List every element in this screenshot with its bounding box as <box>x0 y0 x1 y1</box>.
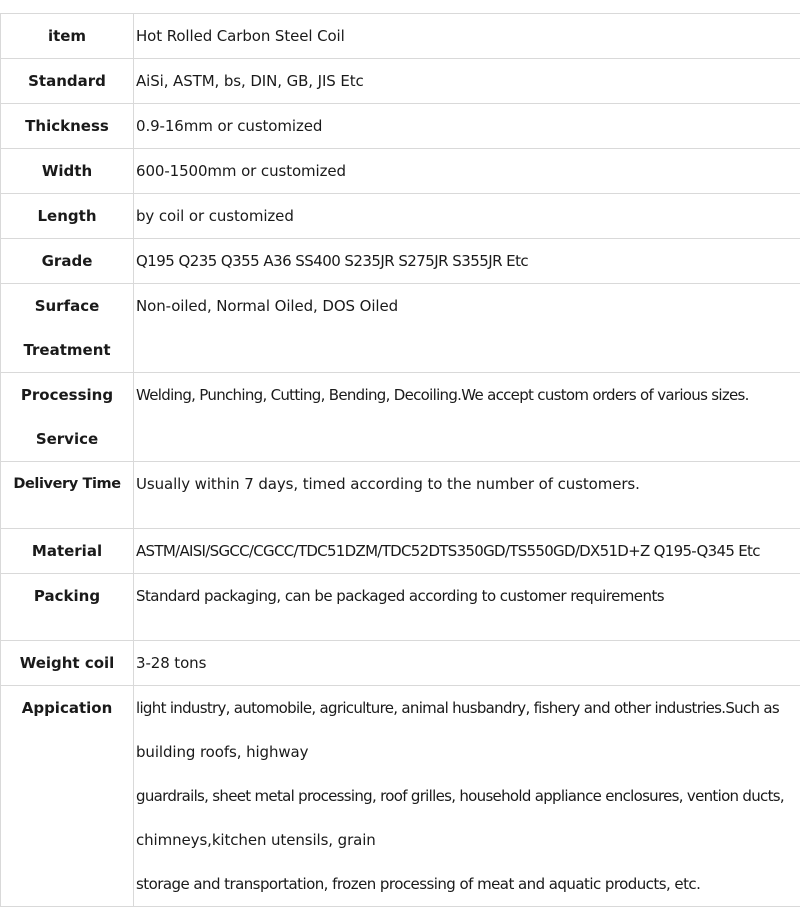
row-value <box>134 574 800 641</box>
value-text: ASTM/AISI/SGCC/CGCC/TDC51DZM/TDC52DTS350GD/TS550GD/DX51D+Z Q195-Q345 Etc <box>136 529 800 573</box>
value-text: building roofs, highway <box>136 730 800 774</box>
spec-table <box>0 13 800 907</box>
value-text: storage and transportation, frozen processing of meat and aquatic products, etc. <box>136 862 800 906</box>
label-text: item <box>1 14 133 58</box>
row-value <box>134 59 800 104</box>
row-label <box>1 686 134 907</box>
label-text: Thickness <box>1 104 133 148</box>
label-text: Service <box>1 417 133 461</box>
table-row <box>1 59 800 104</box>
label-text: Width <box>1 149 133 193</box>
label-text: Grade <box>1 239 133 283</box>
value-text: Non-oiled, Normal Oiled, DOS Oiled <box>136 284 800 328</box>
row-value <box>134 194 800 239</box>
row-label <box>1 194 134 239</box>
row-value <box>134 462 800 529</box>
row-value <box>134 149 800 194</box>
value-text: Welding, Punching, Cutting, Bending, Decoiling.We accept custom orders of various sizes. <box>136 373 800 417</box>
row-value <box>134 14 800 59</box>
row-label <box>1 462 134 529</box>
row-label <box>1 14 134 59</box>
label-text: Delivery Time <box>1 462 133 506</box>
row-value <box>134 641 800 686</box>
table-row <box>1 194 800 239</box>
label-text: Standard <box>1 59 133 103</box>
row-value <box>134 104 800 149</box>
row-value <box>134 373 800 462</box>
row-label <box>1 104 134 149</box>
row-label <box>1 529 134 574</box>
row-value <box>134 529 800 574</box>
table-row <box>1 284 800 373</box>
value-text: by coil or customized <box>136 194 800 238</box>
table-row <box>1 686 800 907</box>
label-text: Processing <box>1 373 133 417</box>
table-row <box>1 373 800 462</box>
value-text: Usually within 7 days, timed according to the number of customers. <box>136 462 800 506</box>
label-text: Weight coil <box>1 641 133 685</box>
value-text: AiSi, ASTM, bs, DIN, GB, JIS Etc <box>136 59 800 103</box>
value-text: guardrails, sheet metal processing, roof grilles, household appliance enclosures, vention ducts, <box>136 774 800 818</box>
table-row <box>1 104 800 149</box>
row-label <box>1 59 134 104</box>
value-text: 600-1500mm or customized <box>136 149 800 193</box>
row-value <box>134 239 800 284</box>
value-text: 3-28 tons <box>136 641 800 685</box>
table-row <box>1 14 800 59</box>
label-text: Treatment <box>1 328 133 372</box>
value-text: Q195 Q235 Q355 A36 SS400 S235JR S275JR S355JR Etc <box>136 239 800 283</box>
row-value <box>134 284 800 373</box>
value-text: Hot Rolled Carbon Steel Coil <box>136 14 800 58</box>
label-text: Length <box>1 194 133 238</box>
row-label <box>1 149 134 194</box>
label-text: Packing <box>1 574 133 618</box>
value-text: 0.9-16mm or customized <box>136 104 800 148</box>
label-text: Material <box>1 529 133 573</box>
row-value <box>134 686 800 907</box>
value-text: Standard packaging, can be packaged according to customer requirements <box>136 574 800 618</box>
table-row <box>1 239 800 284</box>
table-row <box>1 462 800 529</box>
table-row <box>1 641 800 686</box>
row-label <box>1 239 134 284</box>
label-text: Surface <box>1 284 133 328</box>
row-label <box>1 284 134 373</box>
row-label <box>1 373 134 462</box>
row-label <box>1 574 134 641</box>
row-label <box>1 641 134 686</box>
value-text: chimneys,kitchen utensils, grain <box>136 818 800 862</box>
value-text: light industry, automobile, agriculture, animal husbandry, fishery and other industries.Such as <box>136 686 800 730</box>
label-text: Appication <box>1 686 133 730</box>
table-row <box>1 529 800 574</box>
table-row <box>1 149 800 194</box>
table-row <box>1 574 800 641</box>
